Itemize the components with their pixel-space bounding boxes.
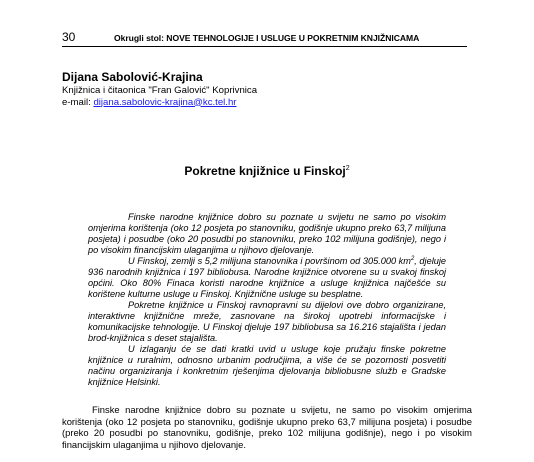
- email-label: e-mail:: [62, 96, 94, 108]
- abstract-paragraph: Finske narodne knjižnice dobro su poznate u svijetu ne samo po visokim omjerima korištenja (oko 12 posjeta po stanovniku, godišnje ukupno preko 63,7 milijuna posjeta) i posudbe (oko 20 posudbi po stanovniku, preko 102 milijuna godišnje), nego i po visokim financijskim ulaganjima u njihovo djelovanje.: [88, 212, 446, 255]
- author-name: Dijana Sabolović-Krajina: [62, 70, 203, 84]
- abstract-text: , djeluje 936 narodnih knjižnica i 197 bibliobusa. Narodne knjižnice otvorene su u svakoj finskoj općini. Oko 80% Finaca koristi narodne knjižnice a usluge knjižnica najčešće su korištene kulturne usluge u Finskoj. Knjižnične usluge su besplatne.: [88, 256, 446, 299]
- body-text: [62, 404, 472, 450]
- header-rule: [62, 46, 467, 47]
- abstract-paragraph: Pokretne knjižnice u Finskoj ravnopravni su dijelovi ove dobro organizirane, interaktivne knjižnične mreže, zasnovane na širokoj upotrebi informacijske i komunikacijske tehnologije. U Finskoj djeluje 197 bibliobusa sa 16.216 stajališta i jedan brod-knjižnica s deset stajališta.: [88, 300, 446, 343]
- abstract-paragraph: U izlaganju će se dati kratki uvid u usluge koje pružaju finske pokretne knjižnice u ruralnim, odnosno urbanim područjima, a više će se pozornosti posvetiti načinu organiziranja i konkretnim rješenjima djelovanja bibliobusne služb e Gradske knjižnice Helsinki.: [88, 344, 446, 387]
- body-paragraph: Finske narodne knjižnice dobro su poznate u svijetu, ne samo po visokim omjerima korištenja (oko 12 posjeta po stanovniku, godišnje ukupno preko 63,7 milijuna posjeta) i posudbe (preko 20 posudbi po stanovniku, godišnje, preko 102 milijuna godišnje), nego i po visokim financijskim ulaganjima u njihovo djelovanje.: [62, 404, 472, 450]
- email-link[interactable]: dijana.sabolovic-krajina@kc.tel.hr: [93, 96, 237, 108]
- article-title: [0, 164, 534, 178]
- footnote-mark: 2: [345, 165, 350, 172]
- running-header: [62, 30, 467, 44]
- author-block: [62, 70, 472, 108]
- page-number: 30: [62, 30, 76, 44]
- running-title: Okrugli stol: NOVE TEHNOLOGIJE I USLUGE U POKRETNIM KNJIŽNICAMA: [114, 33, 420, 43]
- abstract: [88, 212, 446, 388]
- abstract-text: U Finskoj, zemlji s 5,2 milijuna stanovnika i površinom od 305.000 km: [128, 256, 411, 266]
- author-affiliation: Knjižnica i čitaonica "Fran Galović" Koprivnica: [62, 85, 258, 96]
- superscript: 2: [410, 255, 415, 262]
- article-title-text: Pokretne knjižnice u Finskoj: [184, 164, 346, 178]
- abstract-paragraph: [88, 256, 446, 300]
- author-email-line: [62, 97, 472, 109]
